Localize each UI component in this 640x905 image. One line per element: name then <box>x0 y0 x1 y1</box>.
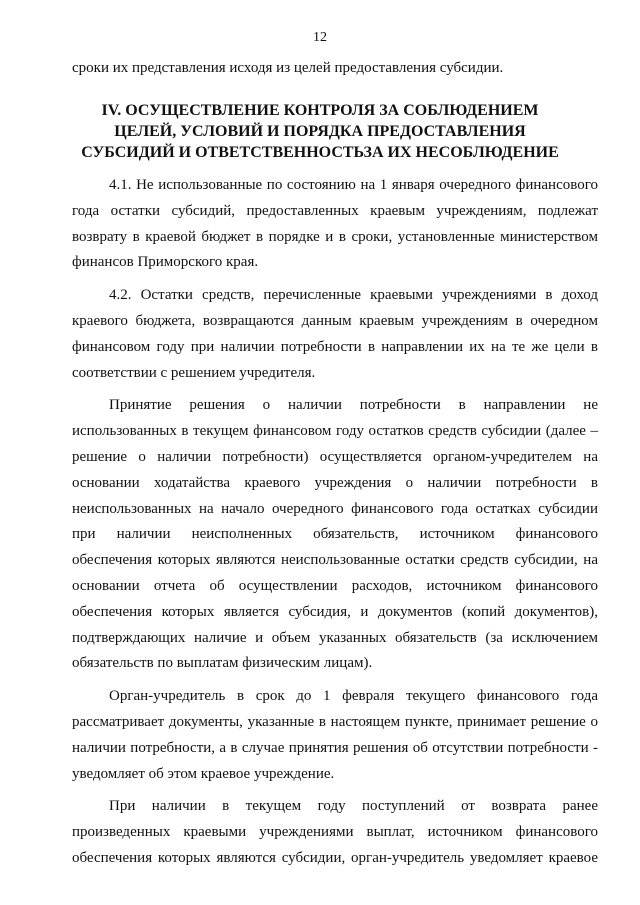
paragraph-line: неиспользованных на начало очередного финансового года остатках субсидии <box>72 500 598 517</box>
paragraph-line: обеспечения которых является субсидия, и документов (копий документов), <box>72 603 598 620</box>
paragraph-4-1 <box>72 173 598 276</box>
paragraph-line: При наличии в текущем году поступлений от возврата ранее <box>109 798 598 815</box>
paragraph-line: основании ходатайства краевого учреждения о наличии потребности в <box>72 474 598 491</box>
page-number: 12 <box>313 30 327 45</box>
paragraph-line: использованных в текущем финансовом году остатков средств субсидии (далее – <box>72 423 598 440</box>
paragraph-line: произведенных краевыми учреждениями выплат, источником финансового <box>72 824 598 841</box>
paragraph-line: обеспечения которых являются неиспользованные остатки средств субсидии, на <box>72 552 598 569</box>
paragraph-line: подтверждающих наличие и объем указанных обязательств (за исключением <box>72 629 598 646</box>
paragraph-deadline <box>72 684 598 787</box>
paragraph-line: обязательств по выплатам физическим лицам). <box>72 655 373 672</box>
paragraph-line: 4.1. Не использованные по состоянию на 1 января очередного финансового <box>109 177 598 193</box>
paragraph-line: Принятие решения о наличии потребности в направлении не <box>109 397 598 414</box>
paragraph-line: возврату в краевой бюджет в порядке и в сроки, установленные министерством <box>72 228 598 245</box>
paragraph-line: года остатки субсидий, предоставленных краевым учреждениям, подлежат <box>72 202 598 219</box>
paragraph-line: финансов Приморского края. <box>72 254 259 271</box>
paragraph-line: уведомляет об этом краевое учреждение. <box>72 765 335 782</box>
paragraph-decision <box>72 393 598 677</box>
paragraph-line: соответствии с решением учредителя. <box>72 364 316 381</box>
paragraph-line: финансовом году при наличии потребности в направлении их на те же цели в <box>72 338 598 355</box>
paragraph-line: решение о наличии потребности) осуществляется органом-учредителем на <box>72 448 598 465</box>
paragraph-line: Орган-учредитель в срок до 1 февраля текущего финансового года <box>109 688 598 705</box>
paragraph-line: рассматривает документы, указанные в настоящем пункте, принимает решение о <box>72 713 598 730</box>
intro-line: сроки их представления исходя из целей предоставления субсидии. <box>72 60 504 76</box>
section-heading-line: СУБСИДИЙ И ОТВЕТСТВЕННОСТЬЗА ИХ НЕСОБЛЮДЕНИЕ <box>81 144 559 161</box>
section-heading <box>80 100 560 163</box>
paragraph-line: наличии потребности, а в случае принятия решения об отсутствии потребности - <box>72 739 598 756</box>
paragraph-line: краевого бюджета, возвращаются данным краевым учреждениям в очередном <box>72 312 598 329</box>
paragraph-line: 4.2. Остатки средств, перечисленные краевыми учреждениями в доход <box>109 287 598 304</box>
paragraph-4-2 <box>72 283 598 386</box>
section-heading-line: ЦЕЛЕЙ, УСЛОВИЙ И ПОРЯДКА ПРЕДОСТАВЛЕНИЯ <box>114 123 526 140</box>
document-body <box>72 173 598 879</box>
section-heading-line: IV. ОСУЩЕСТВЛЕНИЕ КОНТРОЛЯ ЗА СОБЛЮДЕНИЕМ <box>101 102 539 119</box>
paragraph-line: обеспечения которых являются субсидии, орган-учредитель уведомляет краевое <box>72 849 598 866</box>
paragraph-refunds <box>72 794 598 871</box>
paragraph-line: при наличии неисполненных обязательств, источником финансового <box>72 526 598 543</box>
paragraph-line: основании отчета об осуществлении расходов, источником финансового <box>72 577 598 594</box>
